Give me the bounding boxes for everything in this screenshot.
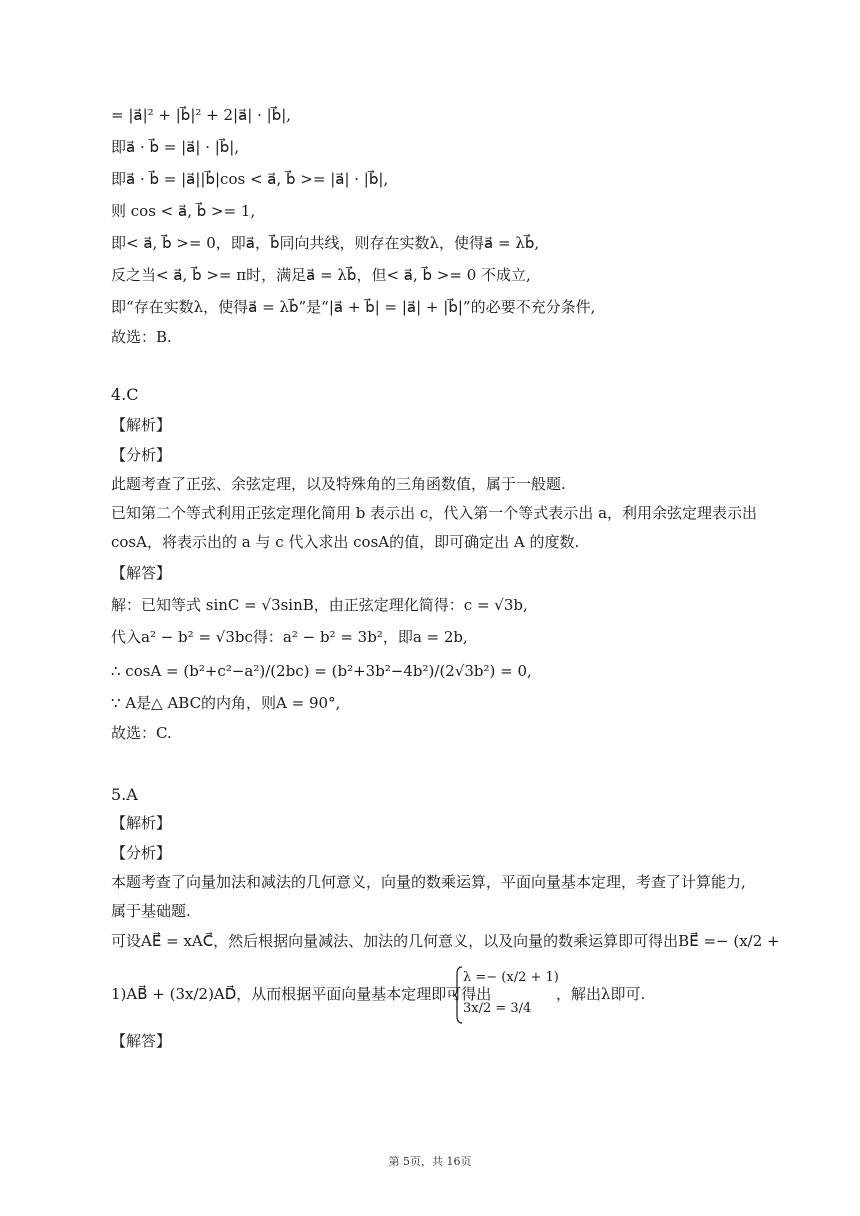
equation-system-row: 3x/2 = 3/4: [463, 1001, 532, 1016]
text-line: 可设AE⃗ = xAC⃗，然后根据向量减法、加法的几何意义，以及向量的数乘运算即可得出BE⃗ =− (x/2 +: [111, 932, 780, 950]
left-brace-icon: [453, 966, 463, 1024]
text-line: ∴ cosA = (b²+c²−a²)/(2bc) = (b²+3b²−4b²)/(2√3b²) = 0,: [111, 662, 532, 680]
text-line: 故选：C.: [111, 724, 172, 742]
text-line: 即< a⃗, b⃗ >= 0，即a⃗，b⃗同向共线，则存在实数λ，使得a⃗ = λb⃗,: [111, 234, 540, 252]
section-heading: 【解析】: [111, 814, 172, 832]
text-line: 故选：B.: [111, 328, 172, 346]
text-line: 1)AB⃗ + (3x/2)AD⃗，从而根据平面向量基本定理即可得出: [111, 985, 492, 1003]
text-line: cosA，将表示出的 a 与 c 代入求出 cosA的值，即可确定出 A 的度数.: [111, 533, 580, 551]
text-line: 即a⃗ · b⃗ = |a⃗||b⃗|cos < a⃗, b⃗ >= |a⃗| · |b⃗|,: [111, 170, 389, 188]
text-line: 此题考查了正弦、余弦定理，以及特殊角的三角函数值，属于一般题.: [111, 475, 566, 493]
text-line: 本题考查了向量加法和减法的几何意义，向量的数乘运算，平面向量基本定理，考查了计算能力,: [111, 873, 746, 891]
section-heading: 【分析】: [111, 844, 172, 862]
text-line: ，解出λ即可.: [556, 985, 646, 1003]
text-line: = |a⃗|² + |b⃗|² + 2|a⃗| · |b⃗|,: [111, 106, 292, 124]
text-line: 已知第二个等式利用正弦定理化简用 b 表示出 c，代入第一个等式表示出 a，利用余弦定理表示出: [111, 504, 758, 522]
text-line: 即a⃗ · b⃗ = |a⃗| · |b⃗|,: [111, 138, 240, 156]
question-number: 5.A: [111, 785, 138, 804]
section-heading: 【解析】: [111, 416, 172, 434]
equation-system-row: λ =− (x/2 + 1): [463, 970, 559, 985]
text-line: 反之当< a⃗, b⃗ >= π时，满足a⃗ = λb⃗，但< a⃗, b⃗ >= 0 不成立,: [111, 266, 531, 284]
text-line: ∵ A是△ ABC的内角，则A = 90°,: [111, 694, 341, 712]
text-line: 则 cos < a⃗, b⃗ >= 1,: [111, 202, 256, 220]
text-line: 代入a² − b² = √3bc得：a² − b² = 3b²，即a = 2b,: [111, 628, 468, 646]
page-footer: 第 5页，共 16页: [388, 1155, 472, 1168]
text-line: 即“存在实数λ，使得a⃗ = λb⃗”是“|a⃗ + b⃗| = |a⃗| + |b⃗|”的必要不充分条件,: [111, 298, 596, 316]
text-line: 解：已知等式 sinC = √3sinB，由正弦定理化简得：c = √3b,: [111, 596, 528, 614]
question-number: 4.C: [111, 385, 139, 404]
section-heading: 【分析】: [111, 446, 172, 464]
section-heading: 【解答】: [111, 1032, 172, 1050]
text-line: 属于基础题.: [111, 902, 191, 920]
section-heading: 【解答】: [111, 564, 172, 582]
